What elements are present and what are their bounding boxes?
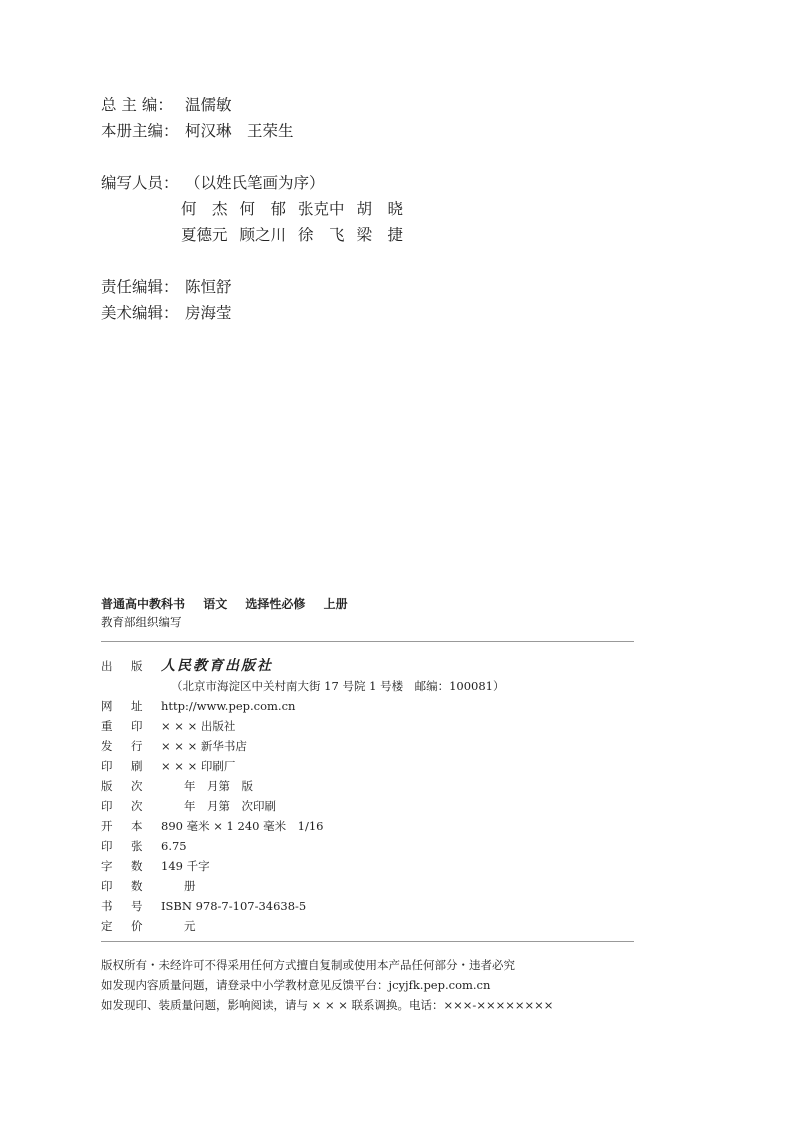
imprint-label	[101, 736, 161, 756]
imprint-label-char: 次	[131, 779, 143, 793]
volume-editor-label: 本册主编：	[101, 122, 179, 140]
imprint-value: 890 毫米 × 1 240 毫米 1/16	[161, 819, 324, 833]
divider-bottom	[101, 941, 634, 942]
book-title-type: 选择性必修	[245, 597, 306, 611]
imprint-value: × × × 新华书店	[161, 739, 247, 753]
imprint-value: （北京市海淀区中关村南大街 17 号院 1 号楼 邮编：100081）	[171, 679, 505, 693]
imprint-row	[101, 836, 504, 856]
art-editor-name: 房海莹	[185, 304, 232, 322]
imprint-label	[101, 656, 161, 676]
imprint-label-char: 数	[131, 859, 143, 873]
book-title-subject: 语文	[203, 597, 228, 611]
imprint-label-char: 印	[131, 719, 143, 733]
writer-name: 何 杰	[181, 200, 228, 218]
imprint-label-char: 印	[101, 759, 113, 773]
imprint-label-char: 张	[131, 839, 143, 853]
feedback-notice: 如发现内容质量问题，请登录中小学教材意见反馈平台：jcyjfk.pep.com.cn	[101, 978, 491, 992]
volume-editor-row	[101, 118, 415, 144]
imprint-value: 149 千字	[161, 859, 210, 873]
imprint-row	[101, 876, 504, 896]
imprint-label	[101, 676, 161, 696]
imprint-label-char: 定	[101, 919, 113, 933]
imprint-row	[101, 816, 504, 836]
writer-name: 夏德元	[181, 226, 228, 244]
imprint-label	[101, 876, 161, 896]
imprint-label-char: 址	[131, 699, 143, 713]
imprint-label-char: 刷	[131, 759, 143, 773]
writer-name: 顾之川	[239, 226, 287, 244]
chief-editor-name: 温儒敏	[185, 96, 232, 114]
imprint-row	[101, 676, 504, 696]
imprint-label	[101, 856, 161, 876]
responsible-editor-row	[101, 274, 415, 300]
imprint-label	[101, 716, 161, 736]
imprint-label-char: 印	[101, 799, 113, 813]
writers-row	[101, 170, 415, 196]
writers-label: 编写人员：	[101, 174, 179, 192]
imprint-value: × × × 出版社	[161, 719, 236, 733]
imprint-label	[101, 696, 161, 716]
copyright-notice: 版权所有・未经许可不得采用任何方式擅自复制或使用本产品任何部分・违者必究	[101, 958, 515, 972]
imprint-label-char: 号	[131, 899, 143, 913]
imprint-label-char: 印	[101, 879, 113, 893]
book-title	[101, 595, 362, 612]
imprint-row	[101, 796, 504, 816]
imprint-label-char: 版	[101, 779, 113, 793]
imprint-label-char: 出	[101, 659, 113, 673]
writer-name: 梁 捷	[356, 226, 404, 244]
writer-name: 胡 晓	[356, 200, 404, 218]
imprint-label-char: 印	[101, 839, 113, 853]
imprint-value: × × × 印刷厂	[161, 759, 236, 773]
imprint-row	[101, 716, 504, 736]
writers-names-row-2	[101, 222, 415, 248]
imprint-value: 年 月第 版	[161, 779, 253, 793]
book-title-series: 普通高中教科书	[101, 597, 186, 611]
responsible-editor-label: 责任编辑：	[101, 278, 179, 296]
publisher-logo: 人民教育出版社	[161, 658, 273, 674]
imprint-value: http://www.pep.com.cn	[161, 699, 296, 713]
imprint-row	[101, 656, 504, 676]
imprint-value: 元	[161, 919, 196, 933]
writer-name: 徐 飞	[298, 226, 345, 244]
imprint-value: 册	[161, 879, 196, 893]
imprint-row	[101, 916, 504, 936]
responsible-editor-name: 陈恒舒	[185, 278, 232, 296]
imprint-label-char: 字	[101, 859, 113, 873]
imprint-label-char: 重	[101, 719, 113, 733]
imprint-label	[101, 896, 161, 916]
imprint-label	[101, 796, 161, 816]
imprint-row	[101, 856, 504, 876]
imprint-label-char: 发	[101, 739, 113, 753]
imprint-row	[101, 776, 504, 796]
art-editor-label: 美术编辑：	[101, 304, 179, 322]
writers-names-row-1	[101, 196, 415, 222]
divider-top	[101, 641, 634, 642]
print-issue-notice: 如发现印、装质量问题，影响阅读，请与 × × × 联系调换。电话：×××-××××××××	[101, 998, 554, 1012]
imprint-label-char: 版	[131, 659, 143, 673]
imprint-table	[101, 656, 504, 936]
imprint-row	[101, 756, 504, 776]
volume-editor-names: 柯汉琳 王荣生	[185, 122, 294, 140]
imprint-label-char: 书	[101, 899, 113, 913]
imprint-label-char: 价	[131, 919, 143, 933]
imprint-label-char: 开	[101, 819, 113, 833]
imprint-row	[101, 736, 504, 756]
writer-name: 何 郁	[239, 200, 287, 218]
writers-note: （以姓氏笔画为序）	[185, 174, 325, 192]
art-editor-row	[101, 300, 415, 326]
imprint-row	[101, 896, 504, 916]
imprint-value: ISBN 978-7-107-34638-5	[161, 899, 307, 913]
imprint-label	[101, 776, 161, 796]
book-title-volume: 上册	[323, 597, 348, 611]
imprint-label	[101, 816, 161, 836]
footer-notes	[101, 955, 553, 1015]
imprint-label	[101, 756, 161, 776]
chief-editor-label: 总 主 编：	[101, 96, 173, 114]
credits-block	[101, 92, 415, 326]
imprint-label-char: 行	[131, 739, 143, 753]
imprint-row	[101, 696, 504, 716]
imprint-label-char: 次	[131, 799, 143, 813]
imprint-value: 6.75	[161, 839, 187, 853]
compiled-by: 教育部组织编写	[101, 615, 182, 629]
imprint-label-char: 网	[101, 699, 113, 713]
imprint-label-char: 数	[131, 879, 143, 893]
chief-editor-row	[101, 92, 415, 118]
imprint-label-char: 本	[131, 819, 143, 833]
imprint-label	[101, 916, 161, 936]
writer-name: 张克中	[298, 200, 345, 218]
imprint-label	[101, 836, 161, 856]
imprint-value: 年 月第 次印刷	[161, 799, 276, 813]
